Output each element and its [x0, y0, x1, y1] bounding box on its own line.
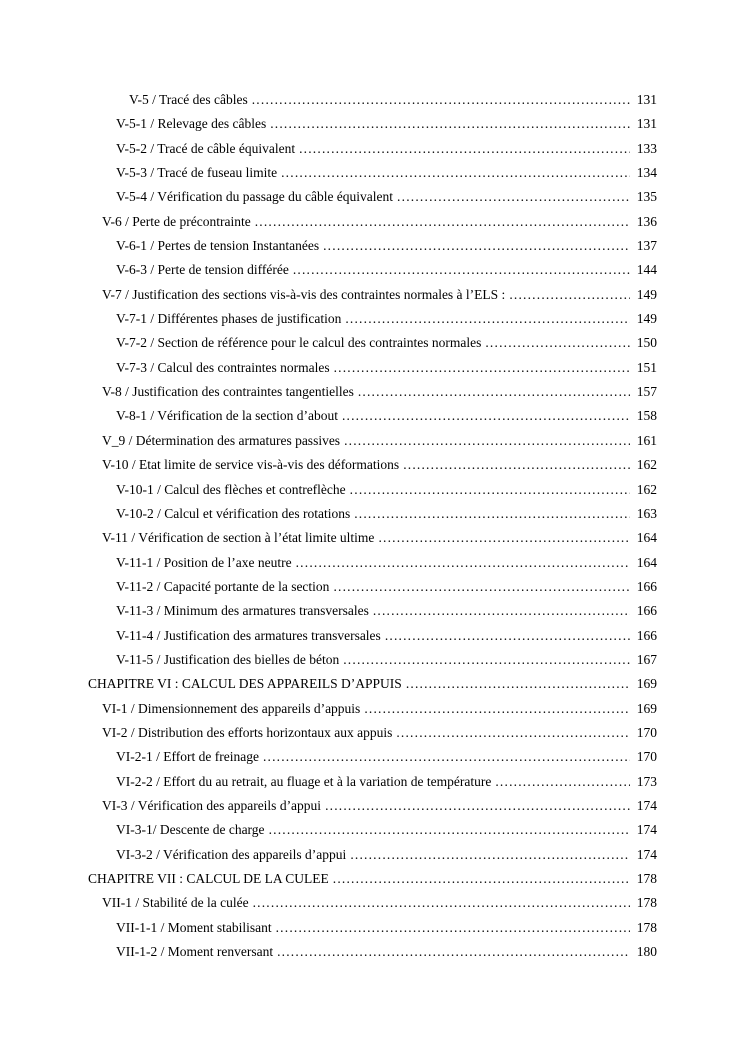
toc-dot-leader [323, 234, 630, 258]
toc-entry-page: 174 [636, 797, 657, 813]
toc-dot-leader [252, 88, 630, 112]
toc-entry[interactable] [88, 453, 657, 477]
toc-entry-page: 169 [636, 700, 657, 716]
toc-entry-label: V-5-1 / Relevage des câbles [116, 116, 267, 132]
toc-entry-page: 166 [636, 603, 657, 619]
toc-entry-label: V-5 / Tracé des câbles [129, 92, 248, 107]
toc-entry[interactable] [88, 234, 657, 258]
toc-dot-leader [296, 551, 630, 575]
toc-dot-leader [396, 721, 630, 745]
toc-dot-leader [325, 794, 630, 818]
toc-entry-page: 157 [636, 384, 657, 400]
toc-entry-page: 170 [636, 749, 657, 765]
toc-dot-leader [364, 697, 630, 721]
toc-entry[interactable] [88, 137, 657, 161]
toc-entry-label: V-5-4 / Vérification du passage du câble équivalent [116, 189, 394, 205]
toc-entry-page: 173 [636, 773, 657, 789]
toc-entry[interactable] [88, 112, 657, 136]
toc-entry-label: VI-2 / Distribution des efforts horizontaux aux appuis [102, 724, 393, 740]
toc-entry-page: 169 [636, 676, 657, 692]
toc-entry-page: 162 [636, 457, 657, 473]
toc-dot-leader [345, 307, 630, 331]
toc-entry-page: 161 [636, 432, 657, 448]
toc-entry[interactable] [88, 380, 657, 404]
toc-dot-leader [350, 843, 630, 867]
toc-dot-leader [509, 283, 630, 307]
toc-dot-leader [293, 258, 630, 282]
toc-entry[interactable] [88, 818, 657, 842]
toc-entry[interactable] [88, 575, 657, 599]
toc-entry-label: V-10-1 / Calcul des flèches et contreflèche [116, 481, 346, 497]
toc-entry-label: V-6-3 / Perte de tension différée [116, 262, 289, 278]
toc-entry[interactable] [88, 745, 657, 769]
toc-entry[interactable] [88, 551, 657, 575]
toc-dot-leader [397, 185, 630, 209]
toc-dot-leader [277, 940, 630, 964]
toc-entry[interactable] [88, 331, 657, 355]
toc-entry-label: VI-2-1 / Effort de freinage [116, 749, 259, 765]
toc-dot-leader [263, 745, 630, 769]
toc-dot-leader [334, 356, 630, 380]
toc-dot-leader [344, 429, 630, 453]
toc-entry-page: 178 [636, 919, 657, 935]
toc-entry-label: V-10-2 / Calcul et vérification des rotations [116, 505, 351, 521]
toc-entry-page: 150 [636, 335, 657, 351]
toc-entry-label: VII-1-2 / Moment renversant [116, 944, 274, 960]
toc-dot-leader [495, 770, 630, 794]
toc-entry-label: V-11 / Vérification de section à l’état limite ultime [102, 530, 375, 546]
toc-entry-label: V-8-1 / Vérification de la section d’about [116, 408, 338, 424]
toc-entry-label: VII-1-1 / Moment stabilisant [116, 919, 272, 935]
toc-dot-leader [269, 818, 630, 842]
toc-entry-label: VI-3 / Vérification des appareils d’appui [102, 797, 322, 813]
toc-entry-label: V-11-5 / Justification des bielles de béton [116, 651, 340, 667]
toc-entry[interactable] [88, 185, 657, 209]
toc-dot-leader [406, 672, 630, 696]
toc-dot-leader [373, 599, 630, 623]
toc-entry-page: 170 [636, 724, 657, 740]
toc-dot-leader [378, 526, 630, 550]
toc-dot-leader [281, 161, 630, 185]
toc-entry-page: 149 [636, 286, 657, 302]
toc-entry-label: V-7-2 / Section de référence pour le calcul des contraintes normales [116, 335, 482, 351]
toc-dot-leader [270, 112, 630, 136]
toc-entry[interactable] [88, 526, 657, 550]
toc-entry-page: 180 [636, 944, 657, 960]
toc-entry[interactable] [88, 843, 657, 867]
toc-entry[interactable] [88, 404, 657, 428]
toc-entry-page: 136 [636, 213, 657, 229]
toc-entry-label: CHAPITRE VII : CALCUL DE LA CULEE [88, 871, 329, 886]
toc-entry-page: 166 [636, 578, 657, 594]
toc-entry-label: V_9 / Détermination des armatures passives [102, 432, 341, 448]
toc-dot-leader [343, 648, 630, 672]
toc-entry[interactable] [88, 891, 657, 915]
toc-entry[interactable] [88, 502, 657, 526]
toc-entry[interactable] [88, 599, 657, 623]
toc-entry[interactable] [88, 648, 657, 672]
toc-entry-page: 133 [636, 140, 657, 156]
toc-entry[interactable] [88, 478, 657, 502]
toc-entry-page: 151 [636, 359, 657, 375]
toc-entry[interactable] [88, 794, 657, 818]
toc-entry-page: 164 [636, 530, 657, 546]
toc-dot-leader [333, 867, 630, 891]
toc-entry-label: V-11-3 / Minimum des armatures transversales [116, 603, 369, 619]
toc-entry-page: 163 [636, 505, 657, 521]
toc-entry-label: V-11-4 / Justification des armatures transversales [116, 627, 381, 643]
toc-entry-page: 144 [636, 262, 657, 278]
toc-entry-page: 137 [636, 238, 657, 254]
toc-entry-page: 178 [636, 895, 657, 911]
toc-dot-leader [276, 916, 630, 940]
toc-dot-leader [385, 624, 630, 648]
toc-dot-leader [255, 210, 630, 234]
toc-dot-leader [333, 575, 630, 599]
toc-entry-page: 174 [636, 822, 657, 838]
toc-entry-label: CHAPITRE VI : CALCUL DES APPAREILS D’APPUIS [88, 676, 402, 692]
toc-entry-label: VII-1 / Stabilité de la culée [102, 895, 249, 911]
toc-entry-page: 166 [636, 627, 657, 643]
toc-entry-page: 134 [636, 165, 657, 181]
toc-entry-label: V-11-2 / Capacité portante de la section [116, 578, 330, 594]
toc-entry-page: 135 [636, 189, 657, 205]
toc-entry-label: V-7 / Justification des sections vis-à-vis des contraintes normales à l’ELS : [102, 286, 506, 302]
toc-entry-label: V-6-1 / Pertes de tension Instantanées [116, 238, 320, 254]
toc-entry-page: 174 [636, 846, 657, 862]
toc-entry-label: V-5-3 / Tracé de fuseau limite [116, 165, 278, 181]
toc-entry-label: V-11-1 / Position de l’axe neutre [116, 554, 292, 570]
toc-entry-label: VI-3-1/ Descente de charge [116, 822, 265, 838]
toc-entry-page: 162 [636, 481, 657, 497]
toc-dot-leader [354, 502, 630, 526]
toc-dot-leader [299, 137, 630, 161]
toc-entry[interactable] [88, 940, 657, 964]
toc-entry[interactable] [88, 307, 657, 331]
toc-entry-label: V-7-3 / Calcul des contraintes normales [116, 359, 330, 375]
toc-dot-leader [485, 331, 630, 355]
toc-entry-label: VI-1 / Dimensionnement des appareils d’appuis [102, 700, 361, 716]
toc-entry[interactable] [88, 258, 657, 282]
table-of-contents [88, 88, 657, 964]
toc-entry[interactable] [88, 697, 657, 721]
toc-entry-page: 167 [636, 651, 657, 667]
toc-entry[interactable] [88, 624, 657, 648]
toc-entry[interactable] [88, 210, 657, 234]
toc-entry-page: 131 [636, 116, 657, 132]
toc-entry[interactable] [88, 721, 657, 745]
toc-entry[interactable] [88, 867, 657, 891]
toc-entry-label: V-10 / Etat limite de service vis-à-vis des déformations [102, 457, 400, 473]
toc-dot-leader [342, 404, 630, 428]
toc-entry[interactable] [88, 88, 657, 112]
toc-entry-label: VI-3-2 / Vérification des appareils d’appui [116, 846, 347, 862]
toc-entry-label: V-8 / Justification des contraintes tangentielles [102, 384, 354, 400]
toc-dot-leader [350, 478, 630, 502]
toc-entry[interactable] [88, 161, 657, 185]
toc-entry[interactable] [88, 283, 657, 307]
toc-dot-leader [253, 891, 630, 915]
toc-entry-label: V-6 / Perte de précontrainte [102, 213, 251, 229]
toc-entry-label: V-5-2 / Tracé de câble équivalent [116, 140, 296, 156]
toc-entry-page: 158 [636, 408, 657, 424]
toc-entry[interactable] [88, 429, 657, 453]
toc-entry-page: 131 [636, 92, 657, 107]
toc-entry-page: 149 [636, 311, 657, 327]
toc-dot-leader [358, 380, 630, 404]
toc-entry[interactable] [88, 916, 657, 940]
toc-entry[interactable] [88, 356, 657, 380]
toc-entry-label: VI-2-2 / Effort du au retrait, au fluage et à la variation de température [116, 773, 492, 789]
toc-dot-leader [403, 453, 630, 477]
toc-entry-label: V-7-1 / Différentes phases de justification [116, 311, 342, 327]
toc-entry[interactable] [88, 672, 657, 696]
toc-entry-page: 164 [636, 554, 657, 570]
toc-entry[interactable] [88, 770, 657, 794]
toc-entry-page: 178 [636, 871, 657, 886]
